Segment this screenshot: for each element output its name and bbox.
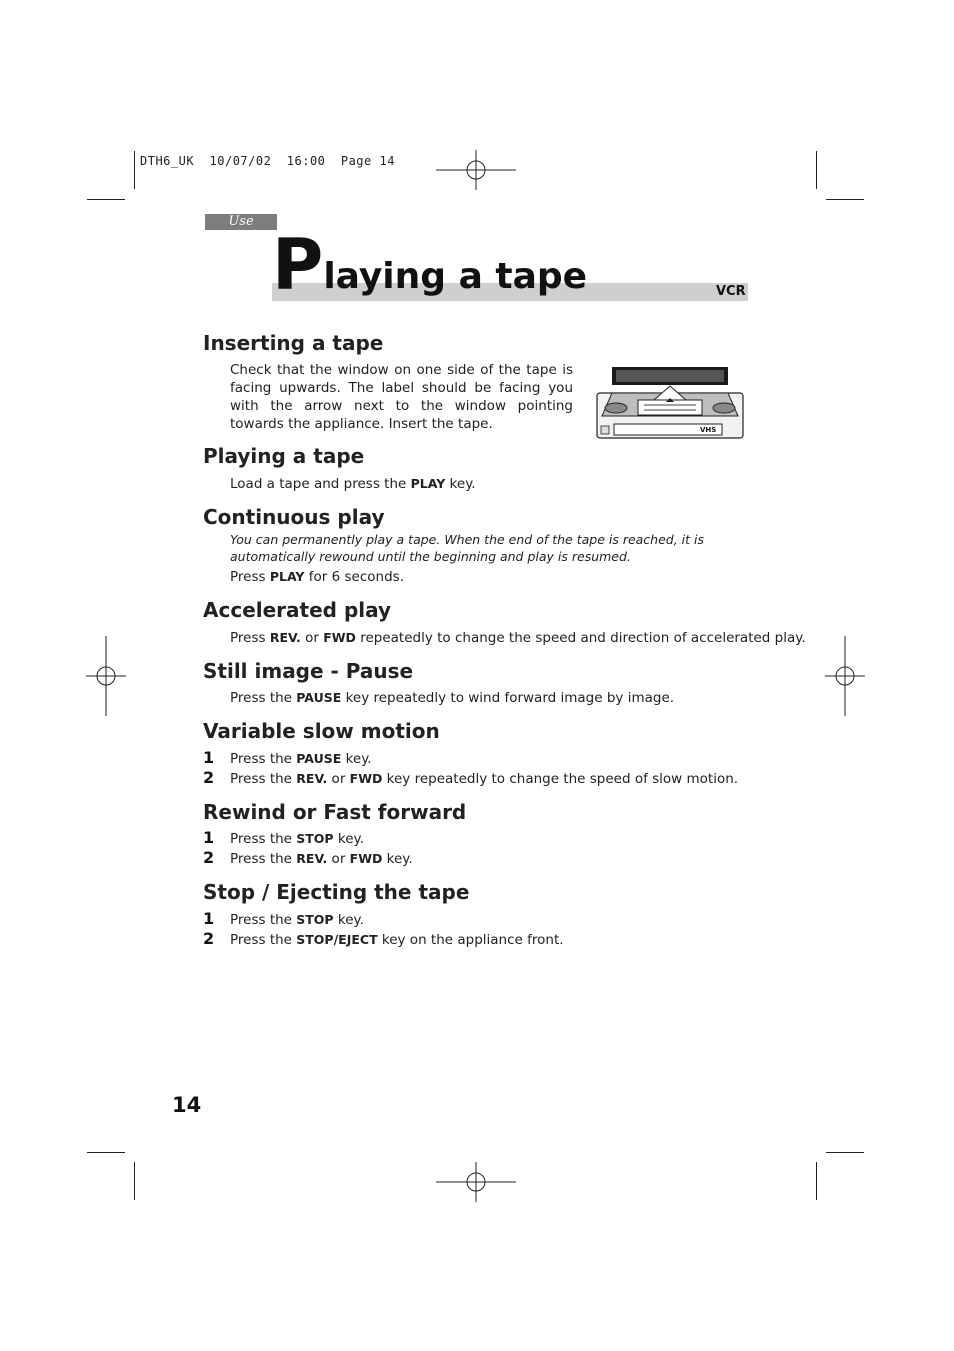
heading-continuous: Continuous play xyxy=(203,505,385,529)
key-fwd: FWD xyxy=(349,771,383,786)
text-fragment: for 6 seconds. xyxy=(304,569,404,585)
text-fragment: Press the xyxy=(230,690,297,706)
text-fragment: Load a tape and press the xyxy=(230,476,411,492)
text-fragment: key. xyxy=(333,912,364,928)
text-fragment: key. xyxy=(341,751,372,767)
text-fragment: or xyxy=(327,771,350,787)
crop-mark xyxy=(826,1152,864,1153)
key-rev: REV. xyxy=(296,771,328,786)
still-text xyxy=(230,689,674,707)
step-number: 2 xyxy=(203,848,215,867)
text-fragment: key. xyxy=(382,851,413,867)
stop-step-2 xyxy=(230,931,564,949)
heading-rewind: Rewind or Fast forward xyxy=(203,800,467,824)
slow-step-2 xyxy=(230,770,738,788)
page-number: 14 xyxy=(172,1093,202,1117)
text-fragment: Press the xyxy=(230,851,297,867)
page-title xyxy=(272,224,588,306)
text-fragment: Press xyxy=(230,569,270,585)
title-text: laying a tape xyxy=(323,256,588,297)
text-fragment: repeatedly to change the speed and direction of accelerated play. xyxy=(355,630,806,646)
continuous-note-line-2: automatically rewound until the beginning and play is resumed. xyxy=(230,549,631,564)
text-fragment: or xyxy=(327,851,350,867)
inserting-text: Check that the window on one side of the tape is facing upwards. The label should be facing you with the arrow next to the window pointing towards the appliance. Insert the tape. xyxy=(230,362,573,432)
stop-step-1 xyxy=(230,911,364,929)
text-fragment: Press the xyxy=(230,751,297,767)
key-rev: REV. xyxy=(269,630,301,645)
key-pause: PAUSE xyxy=(296,690,342,705)
key-stop: STOP xyxy=(296,912,334,927)
registration-mark-icon xyxy=(436,150,516,190)
text-fragment: or xyxy=(300,630,324,646)
print-slug: DTH6_UK 10/07/02 16:00 Page 14 xyxy=(140,154,395,168)
section-tag: Use xyxy=(205,214,277,230)
crop-mark xyxy=(87,1152,125,1153)
text-fragment: Press the xyxy=(230,912,297,928)
key-rev: REV. xyxy=(296,851,328,866)
text-fragment: key on the appliance front. xyxy=(377,932,564,948)
key-fwd: FWD xyxy=(349,851,383,866)
key-stop-eject: STOP/EJECT xyxy=(296,932,378,947)
key-play: PLAY xyxy=(269,569,305,584)
crop-mark xyxy=(826,199,864,200)
heading-still: Still image - Pause xyxy=(203,659,414,683)
title-drop-cap: P xyxy=(272,224,324,306)
continuous-note-line-1: You can permanently play a tape. When the end of the tape is reached, it is xyxy=(230,532,705,547)
key-stop: STOP xyxy=(296,831,334,846)
step-number: 2 xyxy=(203,929,215,948)
accelerated-text xyxy=(230,629,806,647)
step-number: 1 xyxy=(203,909,215,928)
step-number: 2 xyxy=(203,768,215,787)
rewind-step-2 xyxy=(230,850,413,868)
text-fragment: Press xyxy=(230,630,270,646)
slow-step-1 xyxy=(230,750,372,768)
text-fragment: key. xyxy=(445,476,476,492)
heading-accelerated: Accelerated play xyxy=(203,598,392,622)
crop-mark xyxy=(134,151,135,189)
heading-slow: Variable slow motion xyxy=(203,719,440,743)
vhs-label: VHS xyxy=(700,426,717,434)
heading-playing: Playing a tape xyxy=(203,444,365,468)
key-play: PLAY xyxy=(410,476,446,491)
text-fragment: Press the xyxy=(230,831,297,847)
text-fragment: Press the xyxy=(230,932,297,948)
heading-inserting: Inserting a tape xyxy=(203,331,384,355)
vhs-tape-insert-icon xyxy=(594,366,746,440)
key-pause: PAUSE xyxy=(296,751,342,766)
step-number: 1 xyxy=(203,828,215,847)
text-fragment: key repeatedly to change the speed of slow motion. xyxy=(382,771,739,787)
crop-mark xyxy=(816,1162,817,1200)
vcr-badge: VCR xyxy=(716,284,746,299)
registration-mark-icon xyxy=(825,636,865,716)
text-fragment: key. xyxy=(333,831,364,847)
continuous-text xyxy=(230,568,404,586)
crop-mark xyxy=(134,1162,135,1200)
rewind-step-1 xyxy=(230,830,364,848)
crop-mark xyxy=(816,151,817,189)
registration-mark-icon xyxy=(86,636,126,716)
playing-text xyxy=(230,475,476,493)
text-fragment: Press the xyxy=(230,771,297,787)
heading-stop: Stop / Ejecting the tape xyxy=(203,880,470,904)
registration-mark-icon xyxy=(436,1162,516,1202)
step-number: 1 xyxy=(203,748,215,767)
key-fwd: FWD xyxy=(323,630,356,645)
crop-mark xyxy=(87,199,125,200)
text-fragment: key repeatedly to wind forward image by image. xyxy=(341,690,675,706)
